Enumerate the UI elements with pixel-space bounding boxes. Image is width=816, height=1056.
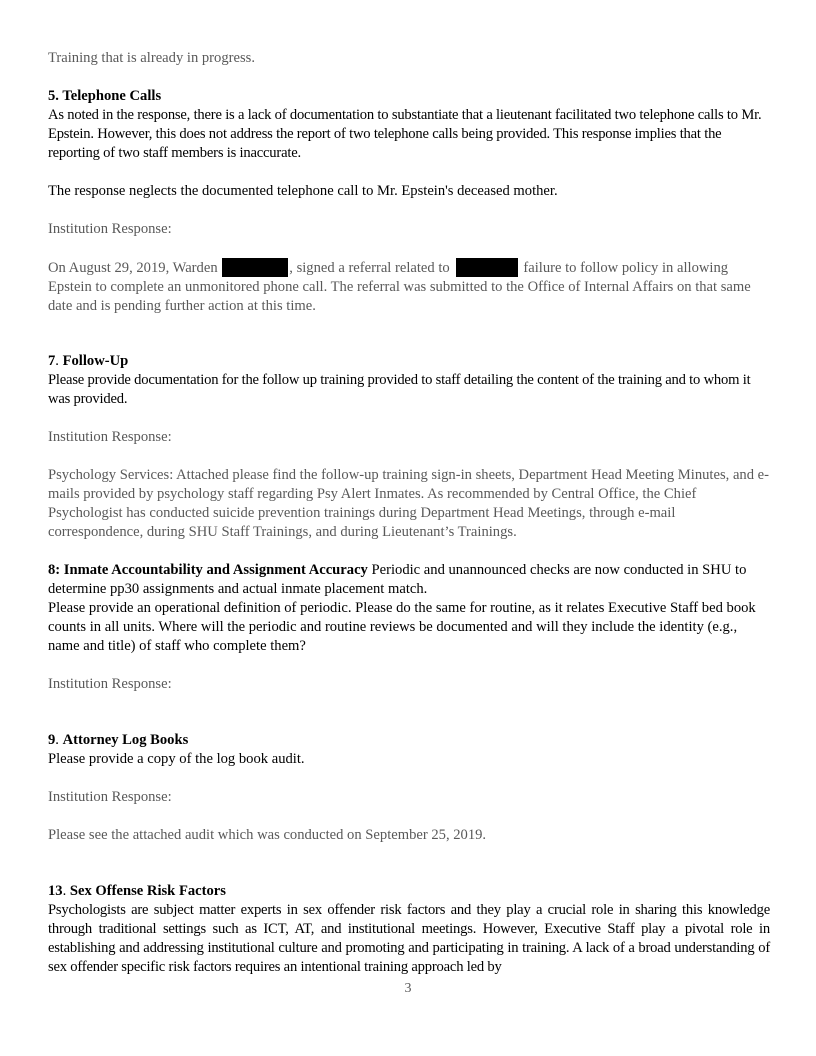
- section-7-response: Psychology Services: Attached please find the follow-up training sign-in sheets, Department Head Meeting Minutes, and e-mails provided by psychology staff regarding Psy Alert Inmates. As recommended by Central Office, the Chief Psychologist has conducted suicide prevention trainings during Department Head Meetings, through e-mail correspondence, during SHU Staff Trainings, and during Lieutenant’s Trainings.: [48, 467, 770, 540]
- section-8-paragraph-1: Please provide an operational definition of periodic. Please do the same for routine, as it relates Executive Staff bed book counts in all units. Where will the periodic and routine reviews be documented and will they include the identity (e.g., name and title) of staff who complete them?: [48, 600, 756, 654]
- page-number: 3: [404, 981, 412, 996]
- section-5-response-label: Institution Response:: [48, 221, 172, 237]
- continuation-line: Training that is already in progress.: [48, 50, 255, 66]
- redaction-block: [222, 258, 288, 277]
- section-8-heading: 8: Inmate Accountability and Assignment Accuracy: [48, 562, 368, 578]
- section-8-response-label: Institution Response:: [48, 676, 172, 692]
- section-5-heading: 5. Telephone Calls: [48, 88, 162, 104]
- section-9-response: Please see the attached audit which was conducted on September 25, 2019.: [48, 827, 487, 843]
- section-7-response-label: Institution Response:: [48, 429, 172, 445]
- section-7-heading: 7. Follow-Up: [48, 353, 129, 369]
- section-9-response-label: Institution Response:: [48, 789, 172, 805]
- section-5-paragraph-1: As noted in the response, there is a lack of documentation to substantiate that a lieutenant facilitated two telephone calls to Mr. Epstein. However, this does not address the report of two telephone calls being provided. This response implies that the reporting of two staff members is inaccurate.: [48, 107, 762, 161]
- redaction-block: [456, 258, 518, 277]
- section-5-paragraph-2: The response neglects the documented telephone call to Mr. Epstein's deceased mother.: [48, 183, 558, 199]
- section-9-paragraph-1: Please provide a copy of the log book audit.: [48, 751, 305, 767]
- section-7-paragraph-1: Please provide documentation for the follow up training provided to staff detailing the content of the training and to whom it was provided.: [48, 372, 751, 407]
- section-13-paragraph-1: Psychologists are subject matter experts in sex offender risk factors and they play a crucial role in sharing this knowledge through traditional settings such as ICT, AT, and institutional meetings. However, Executive Staff play a pivotal role in establishing and addressing institutional culture and promoting and participating in training. A lack of a broad understanding of sex offender specific risk factors requires an intentional training approach led by: [48, 902, 770, 975]
- section-9-heading: 9. Attorney Log Books: [48, 732, 189, 748]
- section-13-heading: 13. Sex Offense Risk Factors: [48, 883, 226, 899]
- section-5-response: On August 29, 2019, Warden , signed a referral related to failure to follow policy in allowing Epstein to complete an unmonitored phone call. The referral was submitted to the Office of Internal Affairs on that same date and is pending further action at this time.: [48, 260, 751, 314]
- section-8-paragraph-lead: 8: Inmate Accountability and Assignment Accuracy Periodic and unannounced checks are now conducted in SHU to determine pp30 assignments and actual inmate placement match.: [48, 562, 747, 597]
